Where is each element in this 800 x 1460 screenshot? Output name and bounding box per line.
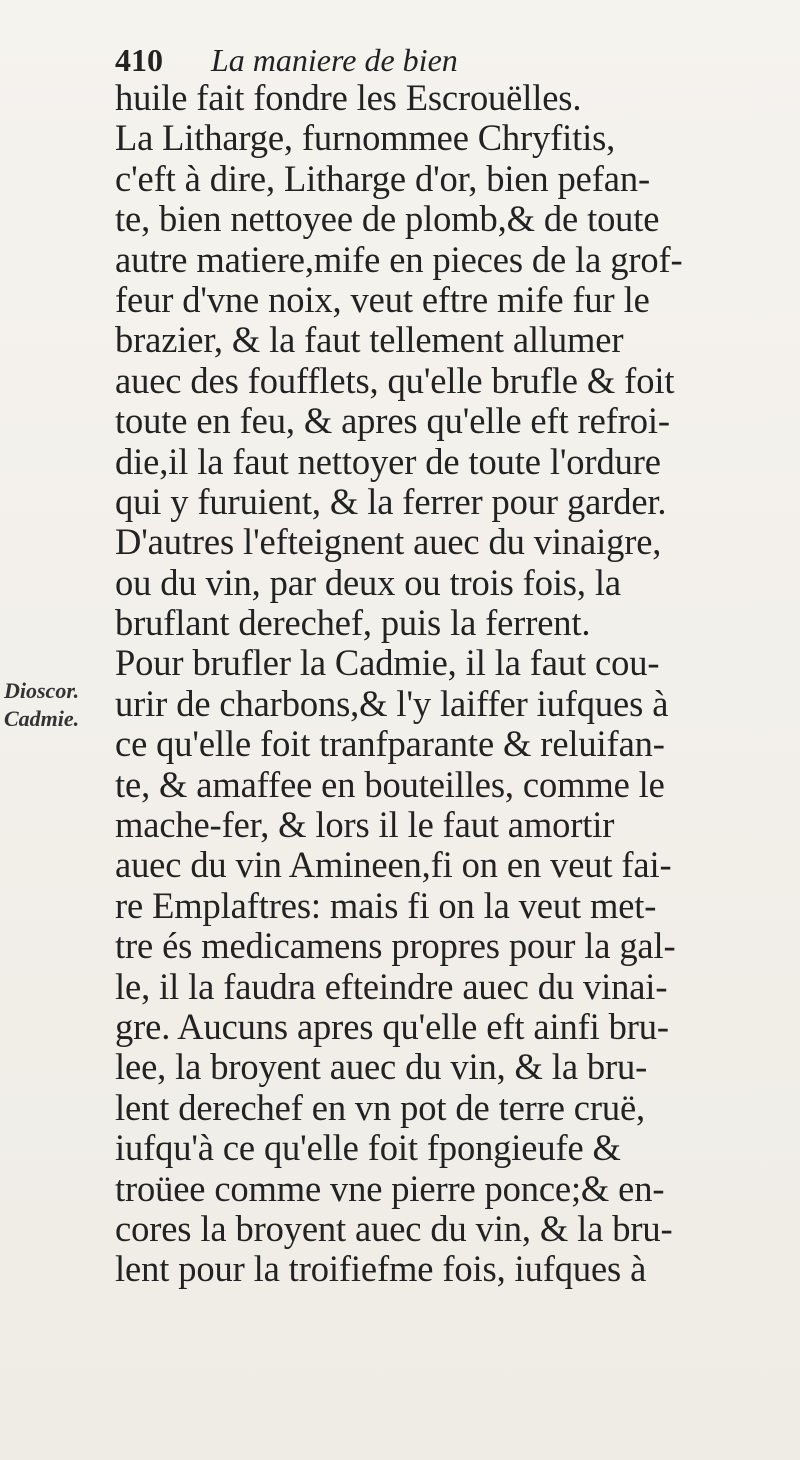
margin-note-cadmie: Cadmie.	[4, 706, 80, 731]
text-line: qui y furuient, & la ferrer pour garder.	[115, 480, 667, 522]
text-line: autre matiere,mife en pieces de la grof-	[115, 238, 683, 280]
text-line: lent pour la troifiefme fois, iufques à	[115, 1248, 647, 1290]
text-line: mache-fer, & lors il le faut amortir	[115, 804, 615, 846]
text-line: tre és medicamens propres pour la gal-	[115, 925, 676, 967]
text-line: te, & amaffee en bouteilles, comme le	[115, 763, 665, 805]
running-title: La maniere de bien	[211, 42, 458, 78]
text-line: huile fait fondre les Escrouëlles.	[115, 77, 582, 118]
text-line: brazier, & la faut tellement allumer	[115, 319, 624, 361]
text-line: bruflant derechef, puis la ferrent.	[115, 602, 591, 644]
text-line: re Emplaftres: mais fi on la veut met-	[115, 884, 657, 926]
text-line: toute en feu, & apres qu'elle eft refroi-	[115, 400, 670, 442]
body-text	[115, 78, 795, 1290]
text-line: auec du vin Amineen,fi on en veut fai-	[115, 844, 672, 886]
page-header	[115, 40, 458, 80]
text-line: ou du vin, par deux ou trois fois, la	[115, 561, 621, 603]
text-line: ce qu'elle foit tranfparante & reluifan-	[115, 723, 665, 765]
text-line: auec des foufflets, qu'elle brufle & foit	[115, 359, 675, 401]
text-line: lent derechef en vn pot de terre cruë,	[115, 1086, 646, 1128]
text-line: D'autres l'efteignent auec du vinaigre,	[115, 521, 662, 563]
text-line: urir de charbons,& l'y laiffer iufques à	[115, 682, 669, 724]
text-line: le, il la faudra efteindre auec du vinai-	[115, 965, 668, 1007]
margin-note-dioscor: Dioscor.	[4, 678, 80, 703]
text-line: feur d'vne noix, veut eftre mife fur le	[115, 278, 650, 320]
text-line: Pour brufler la Cadmie, il la faut cou-	[115, 642, 660, 684]
page-number: 410	[115, 42, 163, 78]
text-line: iufqu'à ce qu'elle foit fpongieufe &	[115, 1127, 621, 1169]
text-line: troüee comme vne pierre ponce;& en-	[115, 1167, 665, 1209]
text-line: gre. Aucuns apres qu'elle eft ainfi bru-	[115, 1005, 669, 1047]
text-line: lee, la broyent auec du vin, & la bru-	[115, 1046, 648, 1088]
text-line: c'eft à dire, Litharge d'or, bien pefan-	[115, 157, 651, 199]
text-line: te, bien nettoyee de plomb,& de toute	[115, 198, 660, 240]
text-line: cores la broyent auec du vin, & la bru-	[115, 1207, 673, 1249]
text-line: die,il la faut nettoyer de toute l'ordure	[115, 440, 661, 482]
text-line: La Litharge, furnommee Chryfitis,	[115, 117, 616, 159]
